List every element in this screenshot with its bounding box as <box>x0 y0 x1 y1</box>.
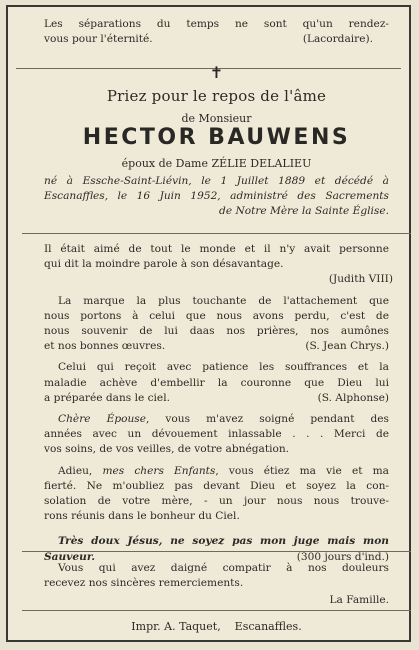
closing-thanks: Vous qui avez daigné compatir à nos douleurs recevez nos sincères remerciements. La Famille. <box>44 561 389 609</box>
paragraph-epouse: Chère Épouse, vous m'avez soigné pendant des années avec un dévouement inlassable . . . Merci de vos soins, de vos veilles, de votre abnégation. <box>44 413 389 456</box>
spouse-line: époux de Dame ZÉLIE DELALIEU <box>121 157 312 170</box>
opening-quote <box>44 17 389 47</box>
indulgence-note: (300 jours d'ind.) <box>296 550 389 563</box>
divider <box>22 233 411 234</box>
quote-attribution: (Lacordaire). <box>302 33 373 46</box>
printer-line: Impr. A. Taquet, Escanaffles. <box>131 620 302 633</box>
quote-line-2: vous pour l'éternité. <box>44 33 153 46</box>
signature: La Famille. <box>329 594 389 607</box>
paragraph-chrysostom: La marque la plus touchante de l'attachement que nous portons à celui que nous avons perdu, c'est de nous souvenir de lui daas nos prières, nos aumônes et nos bonnes œuvres. (S. Jean Chrys.) <box>44 294 389 355</box>
paragraph-alphonse: Celui qui reçoit avec patience les souffrances et la maladie achève d'embellir la couronne que Dieu lui a préparée dans le ciel. (S. Alphonse) <box>44 360 389 406</box>
prayer-invocation: Très doux Jésus, ne soyez pas mon juge mais mon Sauveur. (300 jours d'ind.) <box>44 534 389 564</box>
paragraph-judith: Il était aimé de tout le monde et il n'y avait personne qui dit la moindre parole à son désavantage. (Judith VIII) <box>44 242 389 288</box>
source-chrysostom: (S. Jean Chrys.) <box>305 340 389 353</box>
bio-line-2: Escanaffles, le 16 Juin 1952, administré des Sacrements <box>44 190 389 203</box>
paragraph-enfants: Adieu, mes chers Enfants, vous étiez ma vie et ma fierté. Ne m'oubliez pas devant Dieu et soyez la con- solation de votre mère, - un jour nous nous trouve- rons réunis dans le bonheur du Ciel. <box>44 464 389 523</box>
memorial-card <box>6 5 411 642</box>
divider <box>22 551 411 552</box>
divider <box>22 610 411 611</box>
bio-line-3: de Notre Mère la Sainte Église. <box>219 205 389 218</box>
monsieur-label: de Monsieur <box>181 112 252 125</box>
cross-icon: ✝ <box>209 63 224 82</box>
source-alphonse: (S. Alphonse) <box>317 391 389 404</box>
biography <box>44 174 389 220</box>
deceased-name: HECTOR BAUWENS <box>82 125 351 150</box>
bio-line-1: né à Essche-Saint-Liévin, le 1 Juillet 1889 et décédé à <box>44 175 389 187</box>
quote-line-1: Les séparations du temps ne sont qu'un rendez- <box>44 18 389 30</box>
prayer-heading: Priez pour le repos de l'âme <box>106 87 327 105</box>
memorial-texts <box>44 242 393 565</box>
source-judith: (Judith VIII) <box>328 273 393 286</box>
